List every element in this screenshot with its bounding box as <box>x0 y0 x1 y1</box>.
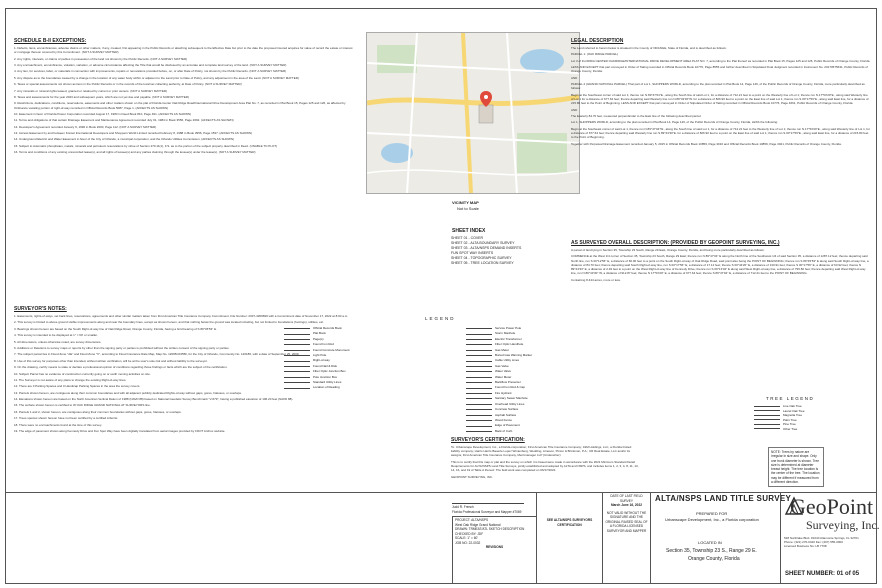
legend-symbol-icon <box>284 366 310 367</box>
legend-right-label: Water Meter <box>495 374 512 379</box>
legal-description-paragraph: Lot 1, SHOPPERS WORLD, according to the plat recorded in Plat Book 14, Page 146, of the Public Records of Orange County, Florida, LESS the following: <box>571 120 778 125</box>
revisions-title: REVISIONS <box>485 545 504 549</box>
legal-description-paragraph: LESS AND EXCEPT that part conveyed in Order of Taking recorded in Official Records Book 10776, Page 8555 and further described in Stipulated Final Judgment recorded in Instrument No. 20170575631, Public Records of Orange County, Florida. <box>571 65 868 74</box>
legend-title: LEGEND <box>425 316 456 321</box>
legend-symbol-icon <box>466 361 492 362</box>
prepared-for: Urbanscape Development, Inc., a Florida corporation <box>665 517 759 522</box>
surveyor-note: 11. The Surveyor is not aware of any plans to change the existing Right-of-way lines. <box>14 377 127 382</box>
certification-text <box>451 445 641 481</box>
legend-left-label: Pole Junction Box <box>313 374 338 379</box>
legend-right-label: Electric Transformer <box>495 336 522 341</box>
legend-left-label: Fiber Optic Junction Box <box>313 369 346 374</box>
legend-right-label: Found Iron Rod & Cap <box>495 385 526 390</box>
legend-right-label: Wood Fence <box>495 417 512 422</box>
field-date-block <box>602 492 650 584</box>
legend-symbol-icon <box>284 328 310 329</box>
field-date: March June 16, 2022 <box>610 503 642 507</box>
title-main-block <box>650 492 780 584</box>
company-logo-sub: Surveying, Inc. <box>806 518 880 532</box>
exception-item: 13. Access Easement by and between Konsel International Developers and Shoppers World Limited recorded February 8, 1988 in Book 3956, Page 1537. (AFFECTS AS SHOWN) <box>14 131 253 136</box>
tree-legend-items <box>754 404 805 431</box>
exceptions-list <box>14 46 354 286</box>
surveyor-note: 17. Trees species shown hereon have not been certified by a certified Arborist. <box>14 416 119 421</box>
legend-right-label: Service Power Pole <box>495 326 522 330</box>
legend-symbol-icon <box>284 382 310 383</box>
location-line-2: Orange County, Florida <box>688 556 740 562</box>
certification-statement: This is to certify that this map or plat and the survey on which it is based were made in accordance with the 2021 Minimum Standard Detail Requirements for ALTA/NSPS Land Title Surveys, jointly established and adopted by ALTA and NSPS, and includes items 1, 2, 3, 4, 8, 11, 13, 14, 16, and 19 of Table A thereof. The field work was completed on 06/17/2022. <box>451 459 639 473</box>
sheet-index-item: SHEET 05 - TREE LOCATION SURVEY <box>451 261 514 265</box>
sheet-index-item: SHEET 03 - ALTA/NSPS DEMAND INSERTS <box>451 246 522 250</box>
surveyor-note: 13. Parcels shown hereon, are contiguous along their common boundaries and with all adjacent publicly dedicated Rights-of-way without gaps, gores, hiatuses, or overlaps. <box>14 390 242 395</box>
legend-right-label: Gas Meter <box>495 347 510 352</box>
legend-symbol-icon <box>466 409 492 410</box>
exception-item: 2. Any rights, interests, or claims of parties in possession of the land not shown by the Public Records. (NOT A SURVEY MATTER) <box>14 56 188 61</box>
company-address: 528 Northlake Blvd. #1040 Altamonte Springs, FL 32701 <box>784 536 859 540</box>
tree-legend-label: Laurel Oak Tree <box>783 408 805 413</box>
sheet-index-item: SHEET 01 - COVER <box>451 236 484 240</box>
surveyor-note: 16. Parcels 1 and 2, shown hereon, are contiguous along their common boundaries without gaps, gores, hiatuses, or overlaps. <box>14 409 182 414</box>
tree-legend-label: Palm Tree <box>783 417 797 422</box>
legend-left-label: Light Pole <box>313 353 327 358</box>
sheet-index-item: SHEET 04 - TOPOGRAPHIC SURVEY <box>451 256 512 260</box>
notice-block <box>536 492 602 584</box>
scale: SCALE: 1" = 60' <box>455 536 478 540</box>
legend-symbol-icon <box>466 388 492 389</box>
project-name: West Oak Ridge Grand National <box>455 522 501 527</box>
certification-title: SURVEYOR'S CERTIFICATION: <box>451 437 525 443</box>
surveyor-license: Florida Professional Surveyor and Mapper #7069 <box>452 509 522 514</box>
surveyor-note: 4. This survey is intended to be displayed at 1" = 60' or smaller. <box>14 333 98 338</box>
legend-symbol-icon <box>284 377 310 378</box>
legend-right-label: Overhead Utility Lines <box>495 401 525 406</box>
certification-company: GEOPOINT SURVEYING, INC. <box>451 474 493 479</box>
surveyor-note: 3. Bearings shown hereon are based on the South Right-of-way line of Oak Ridge Road, Orange County, Florida, having a Grid bearing of S 89°45'53" E. <box>14 326 217 331</box>
legend-symbol-icon <box>466 393 492 394</box>
company-phone: Phone: (321) 270-0440 Fax: (407) 555-0000 <box>784 540 843 545</box>
signature-block <box>452 503 524 514</box>
legend-right-label: Backflow Preventer <box>495 380 521 385</box>
sheet-index-item: FUN SPOT WAY INSERTS <box>451 251 494 255</box>
notes-title: SURVEYOR'S NOTES: <box>14 306 67 312</box>
surveyor-note: 1. Easements, rights-of-ways, set back lines, reservations, agreements and other similar matters taken from First American Title Insurance Company Commitment, File Number: 2037-4369699 with a Commitment date of November 17, 2022 at 8:00 a.m. <box>14 314 349 318</box>
legend-symbol-icon <box>754 424 780 425</box>
legend-symbol-icon <box>284 371 310 372</box>
surveyor-note: 9. On the drawing, certify means to state or declare a professional opinion of conditions regarding those findings or facts which are the subject of the certification. <box>14 365 228 370</box>
exception-item: 9. Restrictions, dedications, conditions, reservations, easements and other matters shown on the plat of Florida Center Oak Ridge Road/International Drive Development Area Plat No. 7, as recorded in Plat Book 15, Pages 125 and 126, as affected by Ordinance vacating portion of right-of-way recorded in Official Records Book 5087, Page 1. (AFFECTS AS SHOWN) <box>14 101 346 110</box>
legend-symbol-icon <box>466 334 492 335</box>
sheet-index-title: SHEET INDEX <box>452 228 486 234</box>
exception-item: 5. Any dispute as to the boundaries caused by a change in the location of any water body within or adjacent to the Land prior to Date of Policy, and any adjustment in the area of the Land. (NOT A SURVEY MATTER) <box>14 75 299 80</box>
surveyor-note: 6. Additions or Deletions to survey maps or reports by other than the signing party or parties is prohibited without the written consent of the signing party or parties. <box>14 345 230 350</box>
legend-right-row <box>466 429 532 434</box>
exception-item: 1. Defects, liens, encumbrances, adverse claims or other matters, if any, created, first appearing in the Public Records or attaching subsequent to the Effective Date but prior to the date the proposed insured acquires for value of record the estate or interest or mortgage thereon covered by this Commitment. (NOT A SURVEY MATTER) <box>14 46 353 55</box>
exception-item: 4. Any lien, for services, labor, or materials in connection with improvements, repairs or renovations provided before, on, or after Date of Policy, not shown by the Public Records. (NOT A SURVEY MATTER) <box>14 69 287 74</box>
legend-symbol-icon <box>466 344 492 345</box>
surveyor-note: 7. The subject parcel lies in Flood Zone "AE" and Flood Zone "X", according to Flood Insurance Rate Map, Map No. 12095C0455F, for the City of Orlando, Community No. 120186, with a date of September 25, 2009. <box>14 352 300 357</box>
legend-symbol-icon <box>754 428 780 429</box>
legend-left-row <box>284 385 350 390</box>
legal-description-paragraph: The Easterly 84.70 feet, measured perpendicular to the East line of the following described parcel: <box>571 113 702 118</box>
surveyor-note: 10. Subject Parcel has no evidence of construction currently going on or earth moving activities on site. <box>14 371 151 376</box>
legend-right-label: Fire Hydrant <box>495 390 512 395</box>
legal-description-paragraph: Begin at the Southeast corner of said Lot 1, thence run N.89°47'04"W., along the South line of said Lot 1, for a distance of 712.21 feet to the Westerly line of Lot 1; thence run N.17°53'20"E., along said Westerly line of Lot 1, for a distance of 677.64 feet; thence departing said Westerly line run S.89°43'30"E. for a distance of 826.90 feet to a point on the East line of said Lot 1; thence run S.00°17'56"E., along said East line, for a distance of 215.80 feet to the Point of Beginning. <box>571 126 870 140</box>
legal-description-text <box>571 46 871 236</box>
legend-left-label: Location of Reading <box>313 385 340 390</box>
vicinity-map-graphic <box>367 33 579 193</box>
project-label: PROJECT: ALTA/NSPS <box>455 518 489 522</box>
legend-left-label: Right-of-way <box>313 358 330 363</box>
sheet-index-item: SHEET 02 - ALTA BOUNDARY SURVEY <box>451 241 515 245</box>
legend-left-label: Page(s) <box>313 336 324 341</box>
legal-description-paragraph: Lot 3 of FLORIDA CENTER OAKRIDGE/INTERNATIONAL DRIVE DEVELOPMENT AREA PLAT NO. 7, according to the Plat thereof as recorded in Plat Book 15, Pages 125 and 126, Public Records of Orange County, Florida. <box>571 58 871 63</box>
exception-item: 10. Easement in favor of Florida Power Corporation recorded August 17, 1983 in Deed Book 810, Page 491. (AFFECTS AS SHOWN) <box>14 111 192 116</box>
exception-item: 8. Taxes and assessments for the year 2023 and subsequent years, which are not yet due and payable. (NOT A SURVEY MATTER) <box>14 94 189 99</box>
surveyor-note: 5. All dimensions, unless otherwise noted, are survey dimensions. <box>14 339 102 344</box>
legend-right-label: Sanitary Sewer Manhole <box>495 396 528 401</box>
legend-symbol-icon <box>466 350 492 351</box>
legend-symbol-icon <box>466 366 492 367</box>
as-surveyed-title: AS SURVEYED OVERALL DESCRIPTION: (PROVIDED BY GEOPOINT SURVEYING, INC.) <box>571 240 780 246</box>
legend-right-label: Edge of Pavement <box>495 423 520 428</box>
legend-symbol-icon <box>466 426 492 427</box>
legend-symbol-icon <box>284 388 310 389</box>
legend-symbol-icon <box>284 334 310 335</box>
certification-to: To: Urbanscape Development, Inc., a Florida corporation; First American Title Insurance Company; J&M Holdings, LLC, a Florida limited liability company; Harris Harris Bauerle Lopez Wintenberg, Wedding, Arneson, Pinion & Brinkman, P.A.; CR Real Estate, LLC and/or its assigns; First American Title Insurance Company, Merrimanager LLP (Underwriter) <box>451 445 632 458</box>
legend-left-label: Plat Book <box>313 331 326 336</box>
exception-item: 6. Taxes or special assessments not shown as liens in the Public Records or in the records of the local tax collecting authority, at Date of Policy. (NOT A SURVEY MATTER) <box>14 82 242 87</box>
surveyor-name: Judd R. French <box>452 505 474 509</box>
field-date-label: DATE OF LAST FIELD SURVEY <box>610 494 643 503</box>
exception-item: 12. Developer's Agreement recorded January 9, 1990 in Book 2000, Page 112. (NOT A SURVEY MATTER) <box>14 124 157 129</box>
legend-left-label: Found Nail & Disk <box>313 363 338 368</box>
surveyor-note: 2. This survey is limited to above ground visible improvements along and near the boundary lines, except as shown hereon, and that nothing below the ground was located including, but not limited to foundations (footings), utilities, etc. <box>14 320 324 325</box>
legend-symbol-icon <box>466 382 492 383</box>
legend-symbol-icon <box>284 350 310 351</box>
notice-text: SEE ALTA/NSPS SURVEYORS CERTIFICATION <box>546 518 593 527</box>
as-surveyed-paragraph: Containing 8.444 acres, more or less. <box>571 277 621 282</box>
legend-symbol-icon <box>754 406 780 407</box>
legend-left-column <box>284 326 350 391</box>
tree-legend-label: Other Tree <box>783 426 798 431</box>
legend-right-label: Back of Curb <box>495 428 513 433</box>
sheet-index-list <box>451 236 521 266</box>
legend-right-label: Concrete Surface <box>495 407 519 412</box>
surveyor-note: 19. The edge of pavement shown along Kennedy Drive and Fun Spot Way have been digitally translated from aerial images provided by FDOT ArcFox website. <box>14 429 226 434</box>
legend-symbol-icon <box>284 361 310 362</box>
tree-legend-title: TREE LEGEND <box>766 396 815 401</box>
as-surveyed-paragraph: A parcel of land lying in Section 35, Township 23 South, Range 29 East, Orange County, Florida, and being more particularly described as follows: <box>571 248 765 252</box>
legal-description-paragraph: PARCEL 2 (GRAND NATIONAL PARCEL) That part of Lot 1, SHOPPERS WORLD, according to the plat recorded in Plat Book 14, Page 146, of the Public Records of Orange County, Florida, more particularly described as follows: <box>571 82 865 91</box>
company-contact <box>784 536 874 549</box>
legend-right-label: Asphalt Surface <box>495 412 517 417</box>
legend-left-label: Found Iron Rod <box>313 342 334 347</box>
as-surveyed-paragraph: COMMENCE at the West 1/4 corner of Section 35, Township 23 South, Range 29 East; thence run N 89°47'04" E along the North line of the Southwest 1/4 of said Section 35, a distance of 1287.12 feet; thence departing said North line, run S 00°12'56" E, a distance of 60.00 feet to a point on the South Right-of-way of Oak Ridge Road, said point also being the POINT OF BEGINNING; thence run S 89°45'53" E along said South Right-of-way line, a distance of 84.70 feet; thence departing said South Right-of-way line, run S 00°17'56" E, a distance of 17.12 feet; thence S 00°44'20" E, a distance of 130.91 feet; thence S 00°17'56" E, a distance of 63.92 feet; thence N 89°44'33" E, a distance of 2.49 feet to a point on the West Right-of-way line of Kennedy Drive; thence run S 00°13'04" E along said West Right-of-way line, a distance of 795.82 feet; thence departing said West Right-of-way line, run N 89°43'30" W, a distance of 912.87 feet; thence N 17°53'20" E, a distance of 677.64 feet; thence S 89°47'04" E, a distance of 712.21 feet to the POINT OF BEGINNING. <box>571 254 869 276</box>
vicinity-map <box>366 32 580 194</box>
legal-description-paragraph: Begin at the Southwest corner of said Lot 1; thence run N.89°47'04"E., along the South line of said Lot 1, for a distance of 712.21 feet to a point on the Westerly line of Lot 1; thence run N.17°53'20"E., along said Westerly line of Lot 1 for a distance of 677.64 feet; thence departing said Westerly line run N.89°43'30"W. for a distance of 826.90 feet to a point on the East line of said Lot 1; thence run S.00°17'56"E., along said East line, for a distance of 215.80 feet to the Point of Beginning. LESS AND EXCEPT that part conveyed in Order of Stipulated Order of Taking recorded in Official Records Book 10776, Page 4661, Public Records of Orange County, Florida. <box>571 92 869 106</box>
vicinity-map-scale: Not to Scale <box>457 206 479 211</box>
project-info-block <box>452 516 536 584</box>
legend-symbol-icon <box>466 339 492 340</box>
legend-symbol-icon <box>466 398 492 399</box>
legal-description-paragraph: AND <box>571 107 578 112</box>
vicinity-map-title: VICINITY MAP <box>452 200 479 205</box>
surveyor-note: 18. There were no encroachments found at the time of this survey. <box>14 422 102 427</box>
legend-symbol-icon <box>466 355 492 356</box>
legend-right-label: Storm Manhole <box>495 331 516 336</box>
legend-left-label: Official Records Book <box>313 326 342 330</box>
location-line-1: Section 35, Township 23 S., Range 29 E. <box>666 548 757 554</box>
surveyor-note: 14. Elevations shown hereon are based on the North American Vertical Datum of 1988 (NAVD 88) based on National Geodetic Survey Benchmark "V-679", having a published elevation of 106.20 feet (NAVD 88). <box>14 397 294 402</box>
legend-symbol-icon <box>754 410 780 411</box>
surveyor-note: 12. There are 0 Parking Spaces and 0 Handicap Parking Spaces in the area the survey covers. <box>14 384 141 389</box>
checked-by: CHECKED BY: JDF <box>455 531 484 536</box>
as-surveyed-text <box>571 248 871 348</box>
legal-description-paragraph: The Land referred to herein below is situated in the County of ORANGE, State of Florida, and is described as follows: <box>571 46 727 50</box>
exception-item: 7. Any minerals or mineral rights leased, granted or retained by current or prior owners. (NOT A SURVEY MATTER) <box>14 88 168 93</box>
legend-symbol-icon <box>466 420 492 421</box>
legend-right-label: Buried Gas Warning Marker <box>495 353 533 358</box>
legend-symbol-icon <box>284 344 310 345</box>
surveyor-note: 15. The surface shown hereon is certified to W OAK RIDGE GRAND NATIONAL AT SURVEYORS line. <box>14 403 151 408</box>
legal-description-title: LEGAL DESCRIPTION <box>571 38 624 44</box>
legend-left-label: Found Concrete Monument <box>313 347 350 352</box>
legend-right-label: Fiber Optic Handhole <box>495 342 524 347</box>
drawn-by: DRAWN: TRMEAT/ATL SKETCH DESCRIPTION <box>455 527 525 531</box>
prepared-for-label: PREPARED FOR <box>696 511 728 516</box>
located-in-label: LOCATED IN <box>698 540 722 545</box>
legend-symbol-icon <box>754 415 780 416</box>
exceptions-title: SCHEDULE B-II EXCEPTIONS: <box>14 38 87 44</box>
legend-symbol-icon <box>466 431 492 432</box>
legal-description-paragraph: PARCEL 1: (OAK RIDGE PARCEL) <box>571 52 619 57</box>
legend-symbol-icon <box>466 415 492 416</box>
legend-symbol-icon <box>466 377 492 378</box>
exception-item: 3. Any encroachment, encumbrance, violation, variation, or adverse circumstance affecting the Title that would be disclosed by an accurate and complete land survey of the land. (NOT A SURVEY MATTER) <box>14 62 287 67</box>
legend-symbol-icon <box>466 371 492 372</box>
legend-right-label: Gas Valve <box>495 363 509 368</box>
validity-note: NOT VALID WITHOUT THE SIGNATURE AND THE ORIGINAL RAISED SEAL OF A FLORIDA LICENSED SURVEYOR AND MAPPER <box>605 510 648 533</box>
legend-symbol-icon <box>466 404 492 405</box>
legal-description-paragraph: AND <box>571 75 578 80</box>
legend-right-label: Water Valve <box>495 369 512 374</box>
sheet-number <box>785 571 859 577</box>
sheet-number-label: SHEET NUMBER: <box>785 571 836 577</box>
exception-item: 16. Terms and conditions of any existing unrecorded lease(s), and all rights of lessee(s) and any parties claiming through the lessee(s) under the lease(s). (NOT A SURVEY MATTER) <box>14 150 256 155</box>
legend-symbol-icon <box>284 339 310 340</box>
company-license: Licensed Business No: LB 7768 <box>784 544 827 549</box>
legend-symbol-icon <box>466 328 492 329</box>
legal-description-paragraph: Together with Perpetual Drainage Easement recorded January 5, 2015 in Official Records Book 10859, Page 3016 and Official Records Book 10859, Page 3021, Public Records of Orange County, Florida. <box>571 141 842 146</box>
tree-legend-label: Magnolia Tree <box>783 413 803 417</box>
legend-symbol-icon <box>754 419 780 420</box>
sheet-number-value: 01 of 05 <box>836 571 860 577</box>
exception-item: 15. Subject to Automatic phosphates, metals, minerals and petroleum reservations by virtue of Section 270.11(1), F.S. as to the portion of the subject property described in Deed. (UNABLE TO PLOT) <box>14 143 278 148</box>
exception-item: 11. Terms and obligations of that certain Drainage Easement and Maintenance Agreement recorded July 01, 1984 in Book 3556, Page 2692. (AFFECTS AS SHOWN) <box>14 118 234 123</box>
tree-note: NOTE: Trees by nature are irregular in size and shape. Only one trunk diameter is shown. Tree size is determined at diameter breast height. The tree location is the center of the tree. The location may be different if measured from a different direction. <box>768 447 824 487</box>
tree-legend-label: Pine Tree <box>783 422 796 426</box>
survey-title: ALTA/NSPS LAND TITLE SURVEY <box>655 494 792 503</box>
company-logo-name: GeoPoint <box>790 494 874 519</box>
exception-item: 14. Underground Electric and Water Easement in favor of the City of Orlando, a municipal corporation, and the Orlando Utilities Commission. (AFFECTS AS SHOWN) <box>14 137 234 142</box>
legend-symbol-icon <box>284 355 310 356</box>
legend-right-column <box>466 326 532 434</box>
surveyor-note: 8. Use of this survey for purposes other than intended, without written verification, will be at the user's sole risk and without liability to the surveyor. <box>14 358 208 363</box>
legend-left-label: Standard Utility Lines <box>313 380 342 385</box>
legend-right-label: Cable Utility Lines <box>495 358 520 363</box>
job-number: JOB NO: 22-0032 <box>455 540 481 545</box>
tree-legend-label: Live Oak Tree <box>783 404 802 408</box>
tree-legend-row <box>754 427 805 432</box>
